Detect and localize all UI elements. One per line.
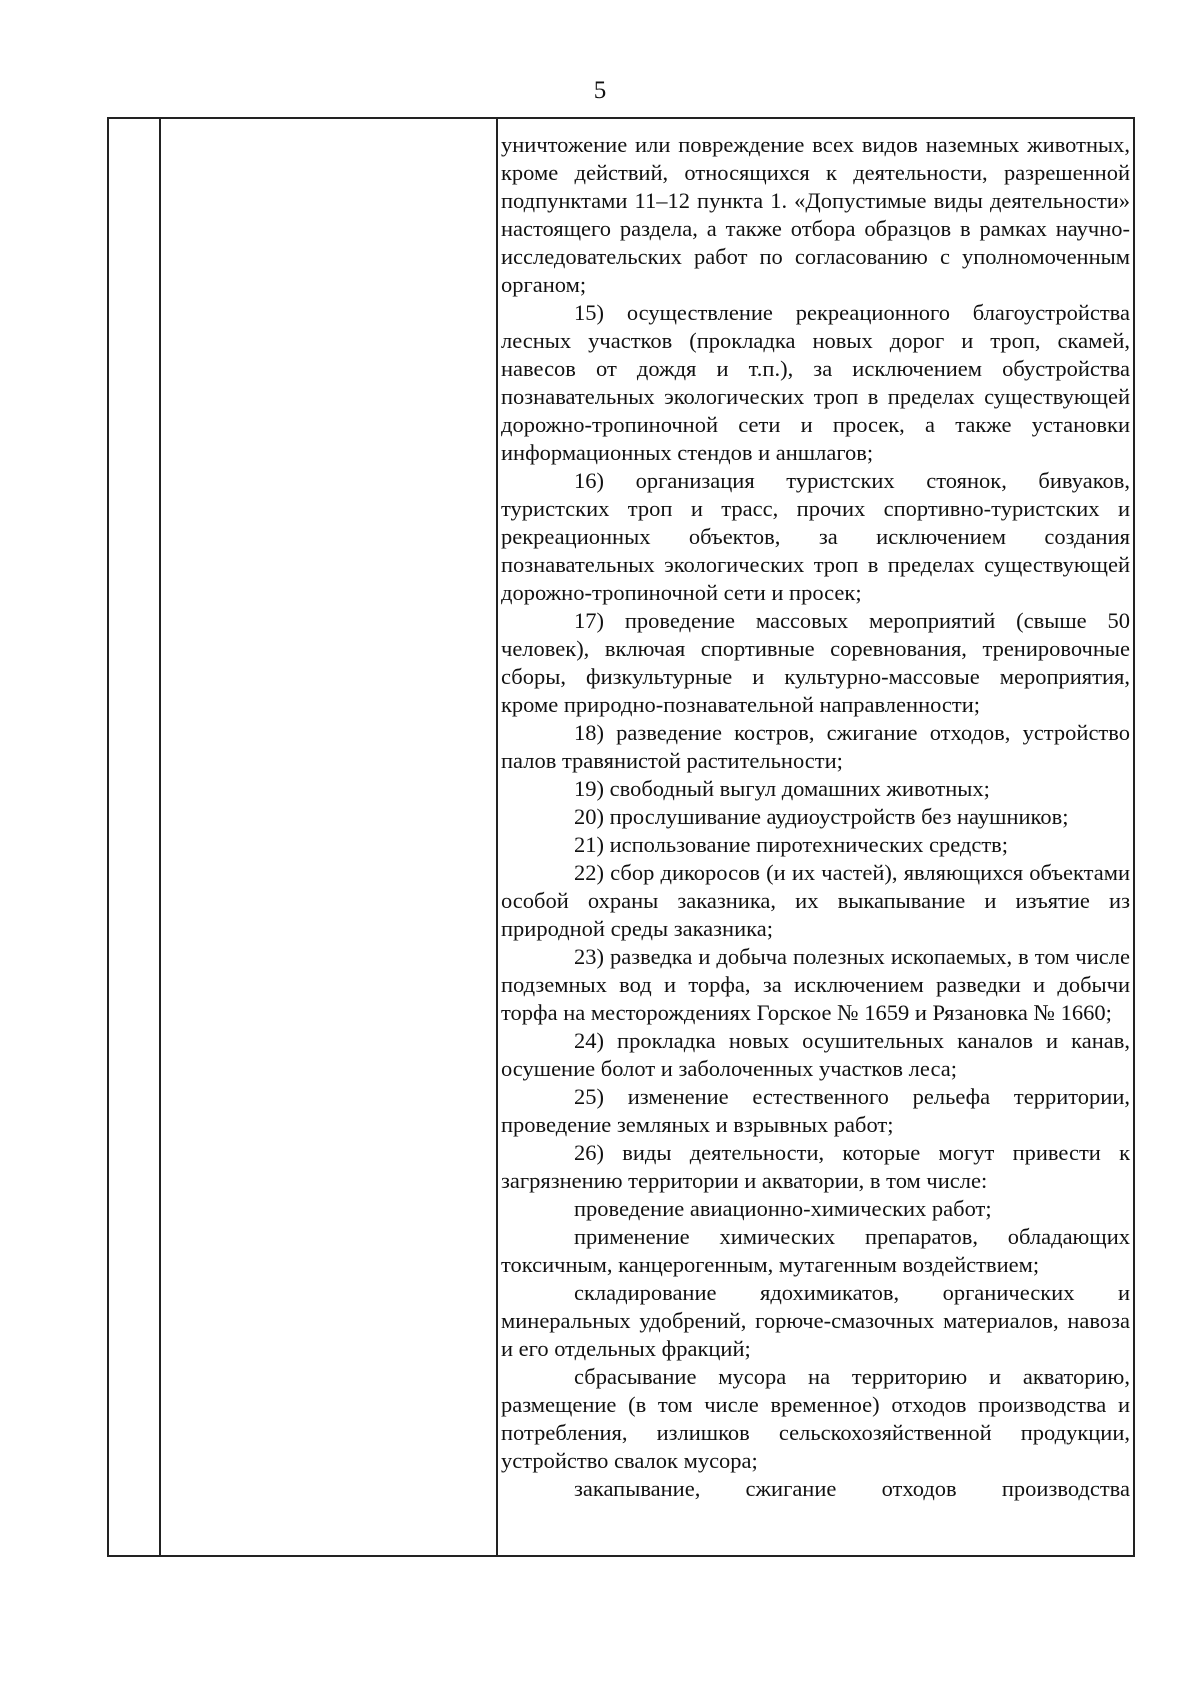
paragraph-item-15: 15) осуществление рекреационного благоустройства лесных участков (прокладка новых дорог и троп, скамей, навесов от дождя и т.п.), за исключением обустройства познавательных экологических троп в пределах существующей дорожно-тропиночной сети и просек, а также установки информационных стендов и аншлагов; [501,300,1130,465]
paragraph-sub-aviation: проведение авиационно-химических работ; [574,1196,992,1221]
regulation-table [107,117,1135,1557]
paragraph-item-21: 21) использование пиротехнических средств; [574,832,1009,857]
paragraph-item-17: 17) проведение массовых мероприятий (свыше 50 человек), включая спортивные соревнования, тренировочные сборы, физкультурные и культурно-массовые мероприятия, кроме природно-познавательной направленности; [501,608,1130,717]
paragraph-item-22: 22) сбор дикоросов (и их частей), являющихся объектами особой охраны заказника, их выкапывание и изъятие из природной среды заказника; [501,860,1130,941]
paragraph-item-18: 18) разведение костров, сжигание отходов, устройство палов травянистой растительности; [501,720,1130,773]
paragraph-sub-burial: закапывание, сжигание отходов производства [574,1476,1130,1501]
paragraph-item-23: 23) разведка и добыча полезных ископаемых, в том числе подземных вод и торфа, за исключением разведки и добычи торфа на месторождениях Горское № 1659 и Рязановка № 1660; [501,944,1130,1025]
column-divider-2 [496,119,498,1555]
paragraph-item-16: 16) организация туристских стоянок, бивуаков, туристских троп и трасс, прочих спортивно-туристских и рекреационных объектов, за исключением создания познавательных экологических троп в пределах существующей дорожно-тропиночной сети и просек; [501,468,1130,605]
paragraph-sub-chemicals: применение химических препаратов, обладающих токсичным, канцерогенным, мутагенным воздействием; [501,1224,1130,1277]
column-divider-1 [159,119,161,1555]
paragraph-item-25: 25) изменение естественного рельефа территории, проведение земляных и взрывных работ; [501,1084,1130,1137]
paragraph-sub-storage: складирование ядохимикатов, органических и минеральных удобрений, горюче-смазочных материалов, навоза и его отдельных фракций; [501,1280,1130,1361]
prohibited-activities-cell [501,131,1130,1503]
paragraph-item-26: 26) виды деятельности, которые могут привести к загрязнению территории и акватории, в том числе: [501,1140,1130,1193]
paragraph-intro: уничтожение или повреждение всех видов наземных животных, кроме действий, относящихся к деятельности, разрешенной подпунктами 11–12 пункта 1. «Допустимые виды деятельности» настоящего раздела, а также отбора образцов в рамках научно-исследовательских работ по согласованию с уполномоченным органом; [501,132,1130,297]
paragraph-item-19: 19) свободный выгул домашних животных; [574,776,990,801]
paragraph-item-24: 24) прокладка новых осушительных каналов и канав, осушение болот и заболоченных участков леса; [501,1028,1130,1081]
paragraph-sub-dumping: сбрасывание мусора на территорию и акваторию, размещение (в том числе временное) отходов производства и потребления, излишков сельскохозяйственной продукции, устройство свалок мусора; [501,1364,1130,1473]
paragraph-item-20: 20) прослушивание аудиоустройств без наушников; [574,804,1069,829]
page-number: 5 [593,77,607,104]
